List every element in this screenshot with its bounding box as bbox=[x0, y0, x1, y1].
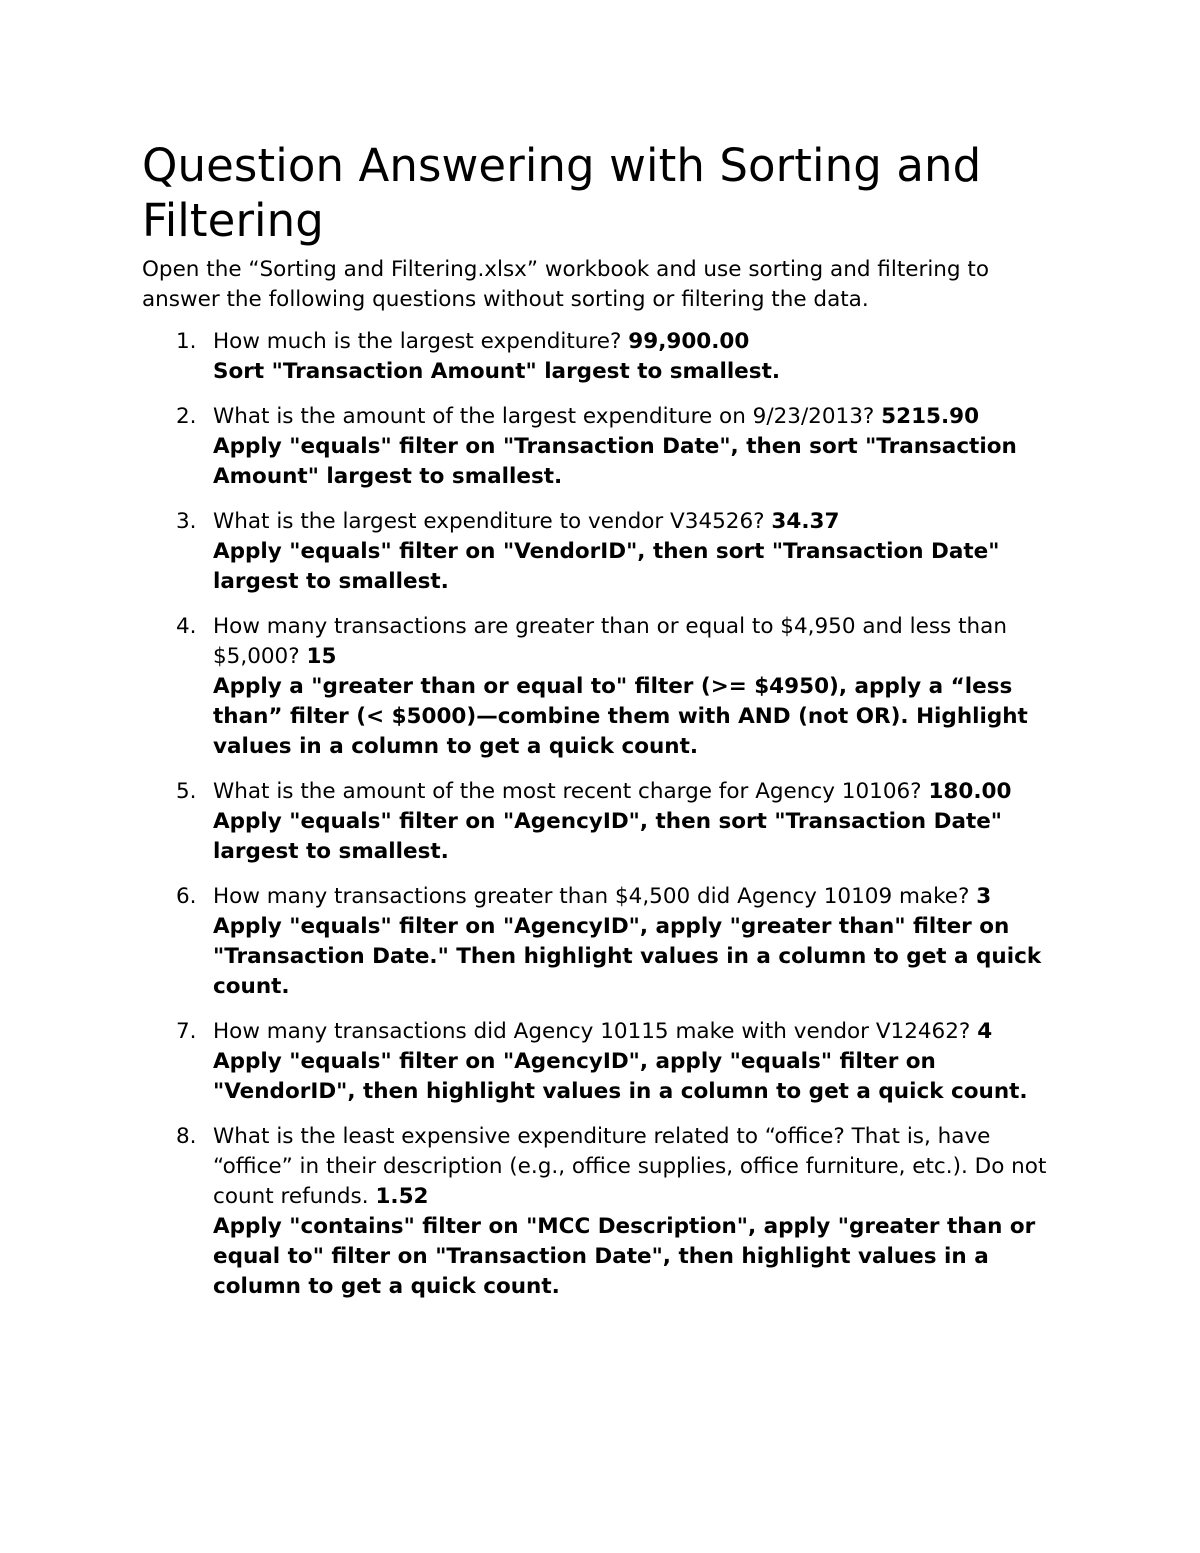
answer-value: 180.00 bbox=[928, 779, 1012, 804]
page-title: Question Answering with Sorting and Filtering bbox=[142, 139, 982, 247]
answer-value: 15 bbox=[306, 644, 337, 669]
question-item bbox=[142, 777, 1072, 867]
method-text: Apply "equals" filter on "AgencyID", apply "equals" filter on "VendorID", then highlight values in a column to get a quick count. bbox=[213, 1049, 1028, 1104]
question-text: How many transactions greater than $4,500 did Agency 10109 make? bbox=[213, 884, 970, 909]
answer-value: 4 bbox=[977, 1019, 993, 1044]
question-text: How many transactions are greater than or equal to $4,950 and less than $5,000? bbox=[213, 614, 1007, 669]
question-number: 3. bbox=[176, 509, 197, 534]
question-text: How much is the largest expenditure? bbox=[213, 329, 622, 354]
question-number: 8. bbox=[176, 1124, 197, 1149]
method-text: Apply a "greater than or equal to" filter (>= $4950), apply a “less than” filter (< $5000)—combine them with AND (not OR). Highlight values in a column to get a quick count. bbox=[213, 674, 1028, 759]
question-item bbox=[142, 1122, 1072, 1302]
method-text: Sort "Transaction Amount" largest to smallest. bbox=[213, 359, 781, 384]
question-text: What is the least expensive expenditure related to “office? That is, have “office” in their description (e.g., office supplies, office furniture, etc.). Do not count refunds. bbox=[213, 1124, 1047, 1209]
answer-value: 99,900.00 bbox=[628, 329, 750, 354]
question-text: What is the amount of the most recent charge for Agency 10106? bbox=[213, 779, 922, 804]
method-text: Apply "equals" filter on "Transaction Date", then sort "Transaction Amount" largest to smallest. bbox=[213, 434, 1017, 489]
answer-value: 5215.90 bbox=[881, 404, 980, 429]
question-text: What is the amount of the largest expenditure on 9/23/2013? bbox=[213, 404, 875, 429]
question-number: 5. bbox=[176, 779, 197, 804]
question-number: 4. bbox=[176, 614, 197, 639]
question-text: What is the largest expenditure to vendor V34526? bbox=[213, 509, 765, 534]
question-item bbox=[142, 612, 1072, 762]
question-number: 1. bbox=[176, 329, 197, 354]
method-text: Apply "equals" filter on "AgencyID", then sort "Transaction Date" largest to smallest. bbox=[213, 809, 1003, 864]
answer-value: 3 bbox=[976, 884, 992, 909]
question-list bbox=[142, 327, 1072, 1302]
intro-paragraph: Open the “Sorting and Filtering.xlsx” workbook and use sorting and filtering to answer the following questions without sorting or filtering the data. bbox=[142, 257, 989, 312]
question-number: 7. bbox=[176, 1019, 197, 1044]
question-number: 6. bbox=[176, 884, 197, 909]
method-text: Apply "contains" filter on "MCC Description", apply "greater than or equal to" filter on "Transaction Date", then highlight values in a column to get a quick count. bbox=[213, 1214, 1036, 1299]
question-number: 2. bbox=[176, 404, 197, 429]
question-item bbox=[142, 882, 1072, 1002]
answer-value: 34.37 bbox=[771, 509, 840, 534]
document-page bbox=[142, 138, 1072, 1317]
method-text: Apply "equals" filter on "AgencyID", apply "greater than" filter on "Transaction Date." Then highlight values in a column to get a quick count. bbox=[213, 914, 1042, 999]
question-item bbox=[142, 327, 1072, 387]
question-text: How many transactions did Agency 10115 make with vendor V12462? bbox=[213, 1019, 971, 1044]
method-text: Apply "equals" filter on "VendorID", then sort "Transaction Date" largest to smallest. bbox=[213, 539, 1000, 594]
answer-value: 1.52 bbox=[375, 1184, 429, 1209]
question-item bbox=[142, 507, 1072, 597]
question-item bbox=[142, 402, 1072, 492]
question-item bbox=[142, 1017, 1072, 1107]
